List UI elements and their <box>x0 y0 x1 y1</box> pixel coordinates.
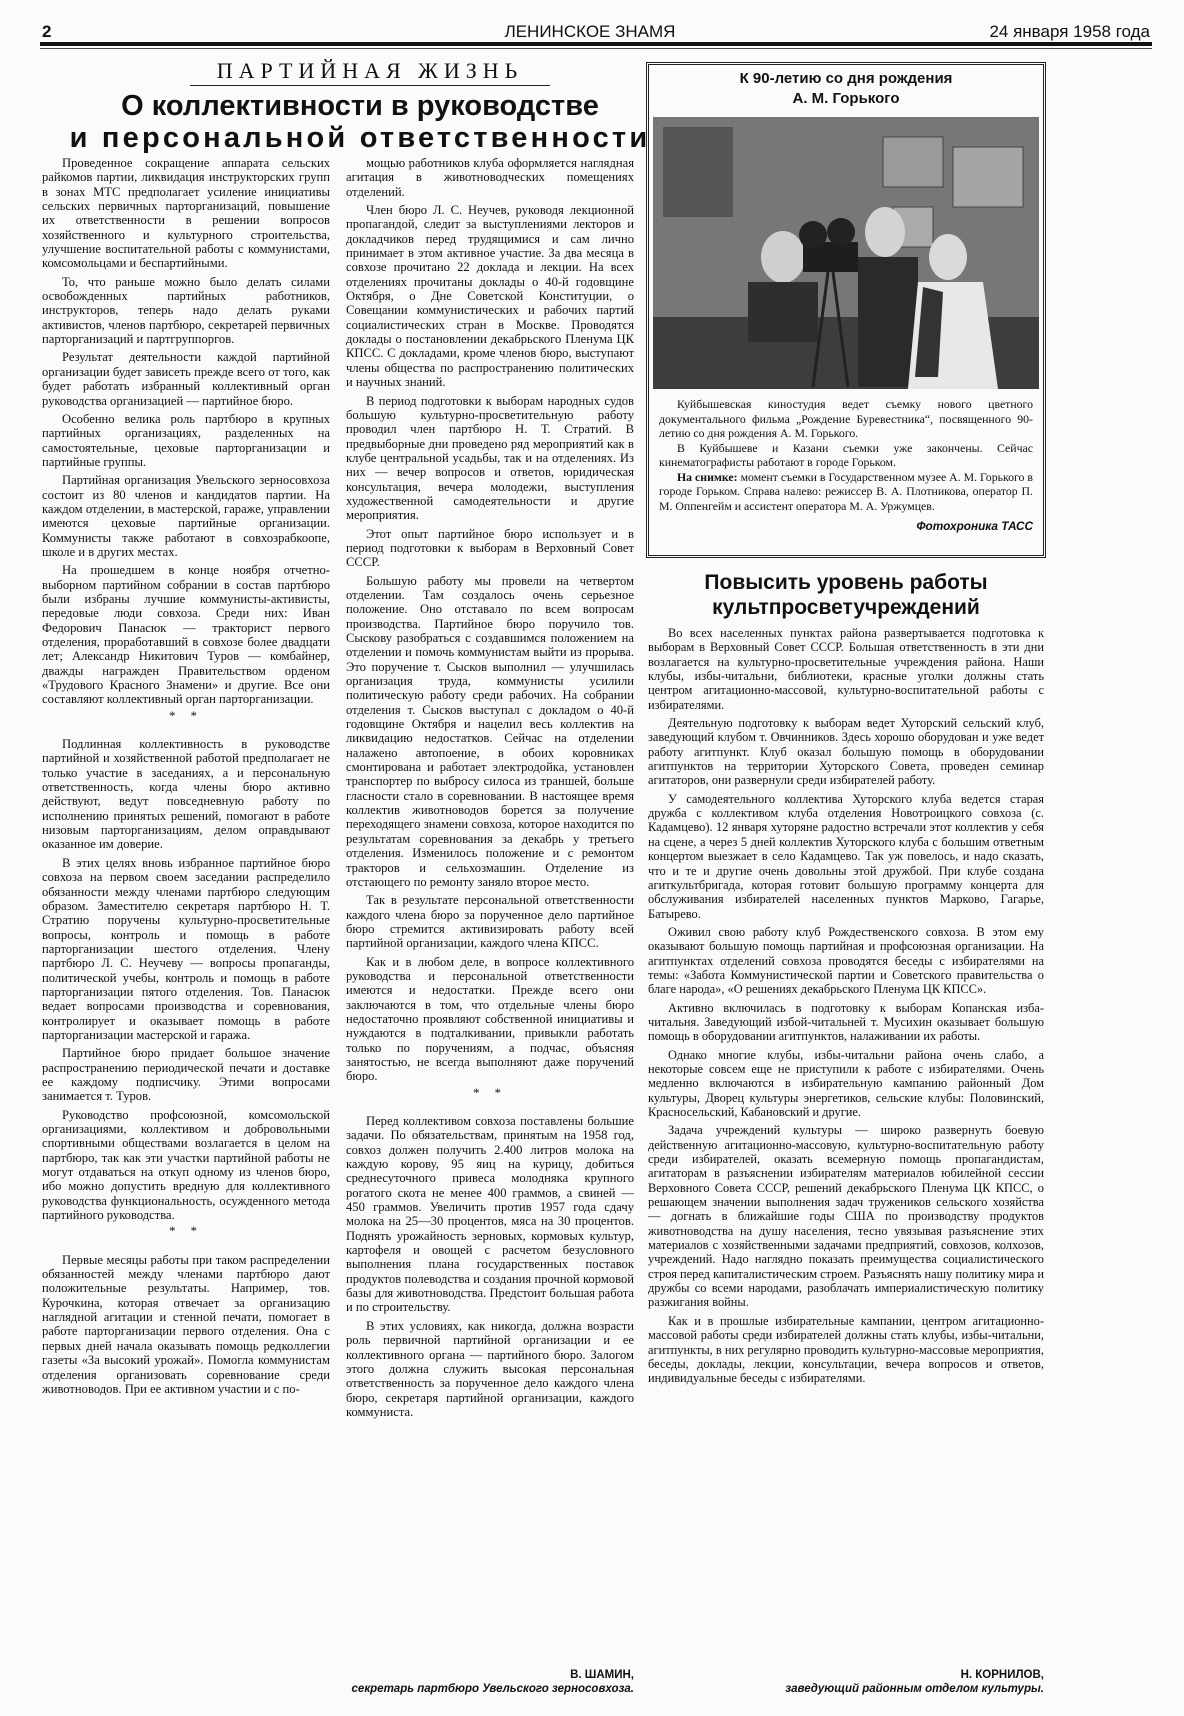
paragraph: Как и в любом деле, в вопросе коллективного руководства и персональной ответственности имеются и недостатки. Прежде всего они заключаются в том, что отдельные члены бюро недостаточно проявляют собственной инициативы и нуждаются в подталкивании, привыкли работать только по поручениям, а подчас, объясняя занятостью, не всегда выполняют даже поручений бюро. <box>346 954 634 1084</box>
paragraph: Особенно велика роль партбюро в крупных партийных организациях, разделенных на самостоятельные, цеховые парторганизации и партийные группы. <box>42 411 330 469</box>
author-position: секретарь партбюро Увельского зерносовхоза. <box>351 1683 634 1695</box>
paragraph: Партийное бюро придает большое значение распространению периодической печати и доставке ее каждому подписчику. Этими вопросами занимается т. Туров. <box>42 1046 330 1104</box>
paragraph: В период подготовки к выборам народных судов большую культурно-просветительную работу проводил член партбюро Н. Т. Стратий. В предвыборные дни проведено ряд мероприятий как в клубе центральной усадьбы, так и на отделениях. Из них — вечер вопросов и ответов, юридическая консультация, вечера молодежи, выступления художественной самодеятельности и другие мероприятия. <box>346 393 634 523</box>
paragraph: Во всех населенных пунктах района развертывается подготовка к выборам в Верховный Совет СССР. Большая ответственность в эти дни возлагается на культурно-просветительные учреждения района. Наши клубы, избы-читальни, библиотеки, красные уголки должны стать центром агитационно-массовой, культурно-воспитательной работы с избирателями. <box>648 626 1044 712</box>
on-photo-text: момент съемки в Государственном музее А. М. Горького в городе Горьком. Справа налево: режиссер В. А. Плотникова, оператор П. М. Оппенгейм и ассистент оператора М. А. Уржумцев. <box>659 469 1033 513</box>
paragraph: Первые месяцы работы при таком распределении обязанностей между членами партбюро дают положительные результаты. Например, тов. Курочкина, которая отвечает за организацию наглядной агитации и стенной печати, помогает в работе парторганизации первого отделения. Она с первых дней начала оказывать помощь редколлегии газеты «За высокий урожай». Помогла коммунистам отделения организовать соревнование среди животноводов. При ее активном участии и с по- <box>42 1252 330 1396</box>
paragraph: У самодеятельного коллектива Хуторского клуба ведется старая дружба с коллективом клуба отделения Новотроицкого совхоза (с. Кадамцево). 12 января хуторяне радостно встречали этот коллектив у себя на сцене, а через 5 дней коллектив Хуторского клуба с большим ответным концертом выезжает в село Кадамцево. Так уж повелось, и надо сказать, что и те и другие очень довольны этой дружбой. При клубе создана агиткультбригада, которая готовит большую программу концерта для обслуживания избирателей населенных пунктов Марково, Гагарье, Батырево. <box>648 791 1044 921</box>
caption-paragraph: В Куйбышеве и Казани съемки уже закончены. Сейчас кинематографисты работают в городе Горьком. <box>659 440 1033 469</box>
paragraph: Результат деятельности каждой партийной организации будет зависеть прежде всего от того, как будет работать избранный коллективный орган руководства организацией — партийное бюро. <box>42 350 330 408</box>
paragraph: Деятельную подготовку к выборам ведет Хуторский сельский клуб, заведующий клубом т. Овчинников. Здесь хорошо оборудован и уже ведет работу агитпункт. Клуб оказал большую помощь в оборудовании агитпунктов на территории Хуторского Совета, проведен семинар агитаторов, они развернули среди избирателей работу. <box>648 716 1044 788</box>
title-line2: А. М. Горького <box>792 90 900 107</box>
paragraph: Однако многие клубы, избы-читальни района очень слабо, а некоторые совсем еще не приступили к работе с избирателями. Очень медленно включаются в избирательную кампанию районный Дом культуры, Дворец культуры энергетиков, сельские клубы: Половинский, Красносельский, Кабановский и другие. <box>648 1047 1044 1119</box>
issue-date: 24 января 1958 года <box>989 22 1150 41</box>
photo-feature-box <box>646 62 1046 558</box>
paragraph: Большую работу мы провели на четвертом отделении. Там создалось очень серьезное положение. Оно отставало по всем вопросам производства. Партийное бюро поручило тов. Сыскову разобраться с создавшимся положением на отделении и помочь коммунистам выйти из прорыва. Это поручение т. Сысков выполнил — улучшилась организация труда, коммунисты усилили политическую работу среди рабочих. На собрании отделения т. Сысков выступал с докладом о 40-й годовщине Октября и нацелил весь коллектив на ликвидацию недостатков. Сейчас на отделении налажено автопоение, в обоих коровниках смонтирована и работает электродойка, установлен транспортер по выбросу силоса из траншей, больше гласности стало в соревновании. В настоящее время коллектив животноводов борется за получение переходящего знамени совхоза, которое находится по результатам соревнования за декабрь у третьего отделения. Изменилось положение и с ремонтом тракторов и сельхозмашин. Отделение из отстающего по ремонту заняло второе место. <box>346 573 634 889</box>
paragraph: Руководство профсоюзной, комсомольской организациями, коллективом и добровольными спортивными обществами возлагается в целом на партбюро, так как эти участки партийной работы не могут отдаваться на откуп одному из членов бюро, ибо можно допустить вредную для коллективного руководства функциональность, осужденного метода партийного руководства. <box>42 1107 330 1223</box>
article2-signature <box>648 1668 1044 1696</box>
section-separator: * * <box>473 1085 507 1100</box>
paragraph: мощью работников клуба оформляется наглядная агитация в животноводческих помещениях отделений. <box>346 156 634 199</box>
photo-credit: Фотохроника ТАСС <box>916 519 1033 533</box>
paragraph: Активно включилась в подготовку к выборам Копанская изба-читальня. Заведующий избой-читальней т. Мусихин оказывает большую помощь в оборудовании агитпунктов, налаживании их работы. <box>648 1000 1044 1044</box>
photo-caption <box>659 397 1033 534</box>
article2-body <box>648 626 1044 1386</box>
masthead-rule-thin <box>40 48 1152 49</box>
caption-paragraph: Куйбышевская киностудия ведет съемку нового цветного документального фильма „Рождение Буревестника“, посвященного 90-летию со дня рождения А. М. Горького. <box>659 397 1033 440</box>
paragraph: Так в результате персональной ответственности каждого члена бюро за порученное дело партийное бюро стремится активизировать работу всей партийной организации, каждого члена КПСС. <box>346 893 634 951</box>
author-name: В. ШАМИН, <box>570 1669 634 1681</box>
newspaper-name: ЛЕНИНСКОЕ ЗНАМЯ <box>504 22 676 41</box>
paragraph: Член бюро Л. С. Неучев, руководя лекционной пропагандой, следит за выступлениями лекторов и докладчиков перед трудящимися и сам лично принимает в этом активное участие. За два месяца в совхозе прочитано 22 доклада и лекции. На всех отделениях прочитаны доклады о 40-й годовщине Октября, о Дне Советской Конституции, о Совещании коммунистических и рабочих партий социалистических стран в Москве. Проводятся доклады о постановлении декабрьского Пленума ЦК КПСС. С докладами, кроме членов бюро, выступают члены общества по распространению политических и научных знаний. <box>346 203 634 390</box>
section-rubric: ПАРТИЙНАЯ ЖИЗНЬ <box>190 58 550 86</box>
on-photo-label: На снимке: <box>677 469 738 484</box>
paragraph: Задача учреждений культуры — широко развернуть боевую действенную агитационно-массовую, культурно-воспитательную работу среди избирателей, оказать всемерную помощь пропагандистам, агитаторам в разъяснении избирателям материалов юбилейной сессии Верховного Совета СССР, решений декабрьского Пленума ЦК КПСС, о решающем значении выполнения задач тружеников сельского хозяйства — догнать в ближайшие годы США по производству продуктов животноводства на душу населения, тесно увязывая разъяснение этих материалов с хозяйственными задачами предприятий, совхозов, колхозов, учреждений. Надо наглядно показать преимущества социалистического строя перед капиталистическим строем. Разъяснять нашу политику мира и дружбы со всеми народами, разоблачать империалистическую политику разжигания войны. <box>648 1123 1045 1310</box>
section-separator: * * <box>169 708 203 723</box>
article2-headline <box>646 570 1046 620</box>
paragraph: В этих условиях, как никогда, должна возрасти роль первичной партийной организации и ее коллективного органа — партийного бюро. Залогом этого должна служить высокая персональная ответственность за порученное дело каждого члена бюро, секретаря партийной организации, каждого коммуниста. <box>346 1318 634 1419</box>
article1-signature <box>346 1668 634 1696</box>
author-name: Н. КОРНИЛОВ, <box>960 1669 1044 1681</box>
title-line1: К 90-летию со дня рождения <box>739 70 953 87</box>
paragraph: Перед коллективом совхоза поставлены большие задачи. По обязательствам, принятым на 1958 год, совхоз должен получить 2.400 литров молока на каждую корову, 95 яиц на курицу, добиться среднесуточного привеса молодняка крупного рогатого скота не менее 400 граммов, а свиней — 450 граммов. Увеличить против 1957 года сдачу молока на 25—30 процентов, мяса на 30 процентов. Поднять урожайность зерновых, кормовых культур, картофеля и овощей с расчетом безусловного выполнения плана государственных поставок продуктов полеводства и создания прочной кормовой базы для животноводства. Предстоит большая работа и по строительству. <box>346 1114 634 1315</box>
paragraph: То, что раньше можно было делать силами освобожденных партийных работников, инструкторов, теперь надо делать руками активистов, членов партбюро, секретарей первичных парторганизаций и партгруппоргов. <box>42 274 330 347</box>
caption-on-photo <box>659 470 1033 514</box>
paragraph: Проведенное сокращение аппарата сельских райкомов партии, ликвидация инструкторских групп в зонах МТС предполагает усиление инициативы сельских первичных парторганизаций, повышение их ответственности в решении вопросов хозяйственного и культурного строительства, улучшение воспитательной работы с коммунистами, комсомольцами и беспартийными. <box>42 156 330 271</box>
paragraph: На прошедшем в конце ноября отчетно-выборном партийном собрании в состав партбюро были избраны лучшие коммунисты-активисты, передовые люди совхоза. Среди них: Иван Федорович Панасюк — тракторист первого отделения, проработавший в совхозе более двадцати лет; Александр Никитович Туров — комбайнер, дважды награжден Правительством орденом «Трудового Красного Знамени» и другие. Все они составляют коллективный орган парторганизации. <box>42 563 330 707</box>
page-number: 2 <box>42 22 52 41</box>
section-separator: * * <box>169 1224 203 1239</box>
paragraph: В этих целях вновь избранное партийное бюро совхоза на первом своем заседании распределило обязанности между членами партбюро следующим образом. Заместителю секретаря партбюро Н. Т. Стратию поручены культурно-просветительные вопросы, контроль и помощь в работе парторганизации шестого отделения. Члену партбюро Л. С. Неучеву — вопросы пропаганды, политической учебы, контроль и помощь в работе парторганизации пятого отделения. Тов. Панасюк ведает вопросами производства и соревнования, контролирует и оказывает помощь в работе парторганизации мастерской и гаража. <box>42 855 330 1042</box>
headline-line2: и персональной ответственности <box>69 122 651 154</box>
paragraph: Этот опыт партийное бюро использует и в период подготовки к выборам в Верховный Совет СССР. <box>346 526 634 570</box>
article1-column-1 <box>42 156 330 1396</box>
paragraph: Как и в прошлые избирательные кампании, центром агитационно-массовой работы среди избирателей должны стать клубы, избы-читальни, агитпункты, в них регулярно проводить культурно-массовые мероприятия, беседы, доклады, лекции, консультации, вечера вопросов и ответов, индивидуальные беседы с избирателями. <box>648 1313 1044 1386</box>
article1-column-2 <box>346 156 634 1419</box>
masthead-rule <box>40 42 1152 46</box>
paragraph: Партийная организация Увельского зерносовхоза состоит из 80 членов и кандидатов партии. На каждом отделении, в мастерской, гараже, управлении имеются цеховые партийные организации. Коммунисты также работают в совхозрабкоопе, школе и в других местах. <box>42 473 330 559</box>
photo-scene-image <box>653 117 1039 389</box>
news-photo <box>653 117 1039 389</box>
author-position: заведующий районным отделом культуры. <box>785 1683 1044 1695</box>
photo-feature-title <box>649 69 1043 109</box>
paragraph: Оживил свою работу клуб Рождественского совхоза. В этом ему оказывают большую помощь партийная и профсоюзная организации. На агитпунктах отделений совхоза проводятся беседы с избирателями на темы: «Забота Коммунистической партии и Советского правительства о благе народа», «О решениях декабрьского Пленума ЦК КПСС». <box>648 924 1044 997</box>
headline-line1: Повысить уровень работы <box>704 571 988 594</box>
headline-line1: О коллективности в руководстве <box>121 90 599 122</box>
headline-line2: культпросветучреждений <box>712 596 980 619</box>
paragraph: Подлинная коллективность в руководстве партийной и хозяйственной работой предполагает не только участие в заседаниях, а и персональную ответственность, когда члены бюро активно действуют, ведут повседневную работу по исполнению принятых решений, помогают в работе низовым парторганизациям, делом оправдывают оказанное им доверие. <box>42 737 330 852</box>
article1-headline <box>40 90 680 154</box>
